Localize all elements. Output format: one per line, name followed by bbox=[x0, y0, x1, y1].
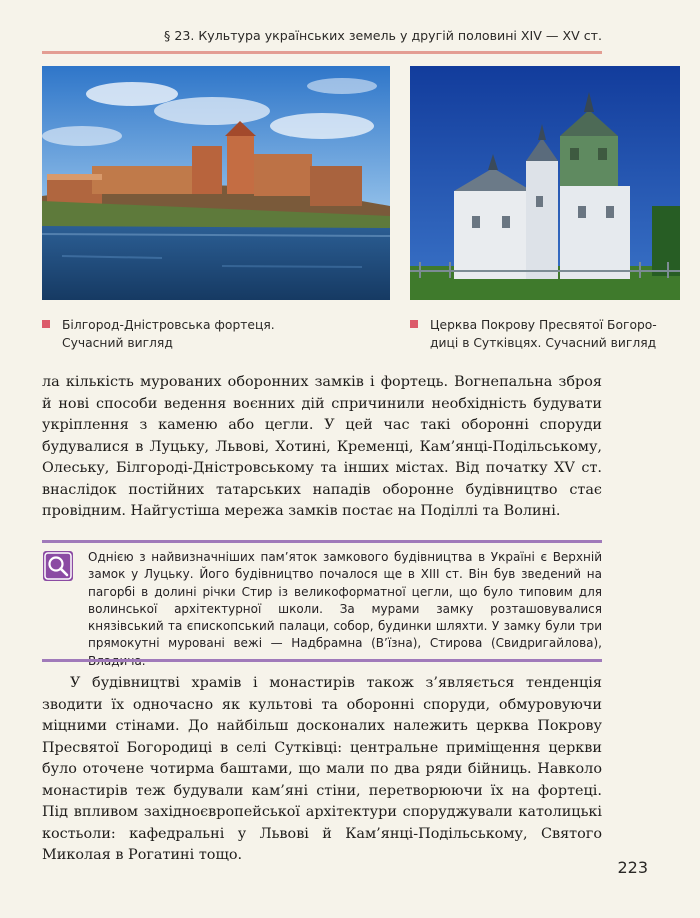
page-number: 223 bbox=[617, 858, 648, 877]
church-caption-line-2: диці в Сутківцях. Сучасний вигляд bbox=[430, 336, 657, 350]
fortress-caption bbox=[42, 316, 322, 352]
header-rule bbox=[42, 51, 602, 54]
sidebar-note bbox=[42, 540, 602, 662]
church-caption-line-1: Церква Покрову Пресвятої Богоро- bbox=[430, 318, 657, 332]
fortress-caption-line-2: Сучасний вигляд bbox=[62, 336, 173, 350]
sidebar-rule-bottom bbox=[42, 659, 602, 662]
fortress-caption-line-1: Білгород-Дністровська фортеця. bbox=[62, 318, 275, 332]
caption-bullet-icon bbox=[410, 320, 418, 328]
body-paragraph-2: У будівництві храмів і монастирів також з’являється тенденція зводити їх одночасно як культові та оборонні споруди, обмуровуючи міцними стінами. До найбільш досконалих належить церква Покрову Пресвятої Богородиці в селі Сутківці: центральне приміщення церкви було оточене чотирма баштами, що мали по два ряди бійниць. Навколо монастирів теж будували кам’яні стіни, перетворюючи їх на фортеці. Під впливом західноєвропейської архітектури споруджували католицькі костьоли: кафедральні у Львові й Кам’янці-Подільському, Святого Миколая в Рогатині тощо. bbox=[42, 675, 602, 863]
church-caption bbox=[410, 316, 680, 352]
magnifier-icon bbox=[43, 551, 73, 581]
section-title: § 23. Культура українських земель у другій половині XIV — XV ст. bbox=[164, 28, 602, 43]
caption-bullet-icon bbox=[42, 320, 50, 328]
body-paragraph-1: ла кількість мурованих оборонних замків і фортець. Вогнепальна зброя й нові способи ведення воєнних дій спричинили необхідність будувати укріплення з каменю або цегли. У цей час такі оборонні споруди будувалися в Луцьку, Львові, Хотині, Кременці, Кам’янці-Подільському, Олеську, Білгороді-Дністровському та інших містах. Від початку XV ст. внаслідок постійних татарських нападів оборонне будівництво стає провідним. Найгустіша мережа замків постає на Поділлі та Волині. bbox=[42, 374, 602, 519]
church-photo bbox=[410, 66, 680, 300]
sidebar-text: Однією з найвизначніших пам’яток замкового будівництва в Україні є Верхній замок у Луцьку. Його будівництво почалося ще в XIII ст. Він був зведений на пагорбі в долині річки Стир із великоформатної цегли, що було типовим для волинської архітектурної школи. За мурами замку розташовувалися князівський та єпископський палаци, собор, будинки шляхти. У замку були три прямокутні муровані вежі — Надбрамна (В’їзна), Стирова (Свидригайлова), bbox=[88, 550, 602, 651]
fortress-photo bbox=[42, 66, 390, 300]
running-header bbox=[42, 24, 602, 54]
sidebar-rule-top bbox=[42, 540, 602, 543]
